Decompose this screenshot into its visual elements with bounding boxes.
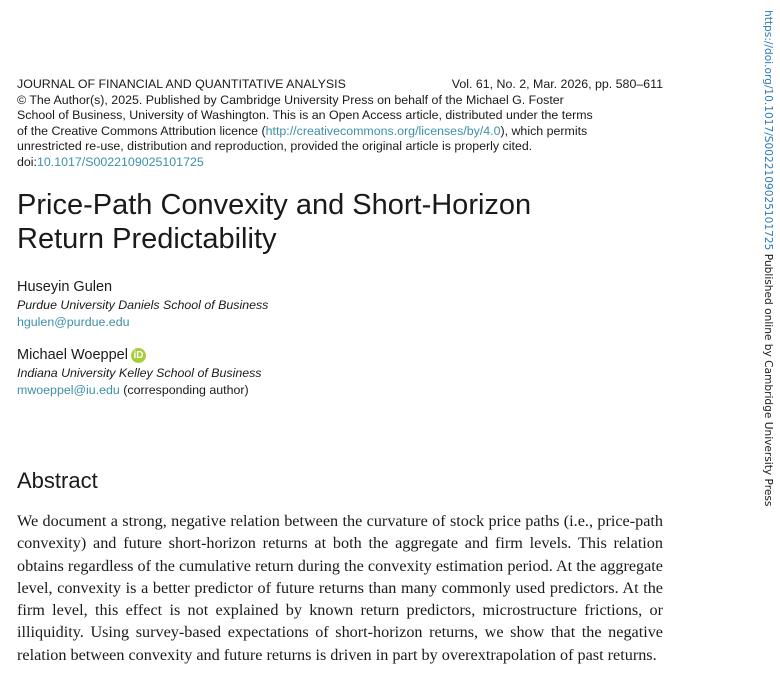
author-affiliation: Purdue University Daniels School of Business	[17, 298, 269, 312]
sidebar-doi-link[interactable]: https://doi.org/10.1017/S0022109025101725	[762, 10, 774, 251]
article-header	[17, 77, 663, 171]
title-line: Price-Path Convexity and Short-Horizon	[17, 189, 532, 221]
journal-line	[17, 77, 663, 93]
orcid-icon[interactable]: iD	[131, 348, 146, 363]
author-affiliation: Indiana University Kelley School of Business	[17, 366, 262, 380]
side-margin-note	[762, 10, 774, 506]
author-block	[17, 345, 657, 399]
volume-info: Vol. 61, No. 2, Mar. 2026, pp. 580–611	[451, 77, 663, 91]
article-title	[17, 188, 657, 256]
author-email-link[interactable]: mwoeppel@iu.edu	[17, 383, 120, 397]
copyright-line	[17, 124, 663, 140]
copyright-line: School of Business, University of Washington. This is an Open Access article, distributed under the terms	[17, 108, 593, 123]
corresponding-note: (corresponding author)	[119, 383, 249, 397]
copyright-line: © The Author(s), 2025. Published by Cambridge University Press on behalf of the Michael G. Foster	[17, 92, 564, 107]
abstract-text: We document a strong, negative relation between the curvature of stock price paths (i.e., price-path convexity) and future short-horizon returns at both the aggregate and firm levels. This relation obtains regardless of the cumulative return during the convexity estimation period. At the aggregate level, convexity is a better predictor of future returns than many commonly used predictors. At the firm level, this effect is not explained by known return predictors, microstructure frictions, or illiquidity. Using survey-based expectations of short-horizon returns, we show that the negative relation between convexity and future returns is driven in part by overextrapolation of past returns.	[17, 512, 663, 664]
abstract-heading: Abstract	[17, 468, 98, 493]
author-name-row	[17, 345, 657, 365]
author-block	[17, 277, 657, 331]
author-email-link[interactable]: hgulen@purdue.edu	[17, 315, 130, 329]
doi-label: doi:	[17, 154, 37, 169]
copyright-text: ), which permits	[500, 123, 588, 138]
doi-line	[17, 155, 663, 171]
author-list	[17, 277, 657, 413]
email-line	[17, 314, 657, 331]
copyright-text: of the Creative Commons Attribution licence (	[17, 123, 266, 138]
email-line	[17, 382, 657, 399]
copyright-line: unrestricted re-use, distribution and reproduction, provided the original article is properly cited.	[17, 139, 533, 154]
author-name: Michael Woeppel	[17, 347, 128, 363]
author-name: Huseyin Gulen	[17, 279, 113, 295]
doi-link[interactable]: 10.1017/S0022109025101725	[36, 154, 204, 169]
license-link[interactable]: http://creativecommons.org/licenses/by/4.0	[265, 123, 501, 138]
title-line: Return Predictability	[17, 223, 277, 255]
published-online-text: Published online by Cambridge University Press	[762, 250, 774, 507]
journal-name: JOURNAL OF FINANCIAL AND QUANTITATIVE ANALYSIS	[17, 77, 346, 91]
